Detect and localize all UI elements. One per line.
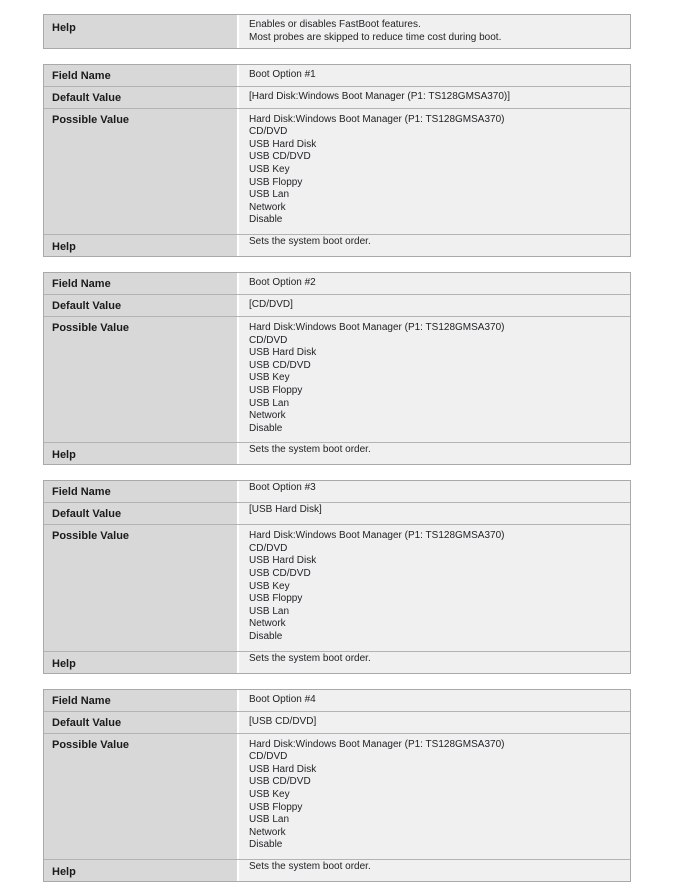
- help-text: Sets the system boot order.: [239, 860, 630, 881]
- help-row: [44, 859, 630, 881]
- default-value-row: [44, 86, 630, 108]
- possible-value-item: USB Hard Disk: [249, 555, 317, 567]
- default-value-value: [USB Hard Disk]: [239, 503, 630, 524]
- field-name-row: [44, 65, 630, 86]
- boot-option-table: [43, 480, 631, 673]
- default-value-label: Default Value: [44, 503, 239, 524]
- possible-value-item: Network: [249, 410, 286, 422]
- possible-value-row: [44, 733, 630, 859]
- possible-value-row: [44, 108, 630, 234]
- possible-value-item: USB Lan: [249, 605, 290, 617]
- help-label: Help: [44, 443, 239, 464]
- fastboot-help-line: Enables or disables FastBoot features.: [249, 19, 421, 30]
- possible-value-label: Possible Value: [44, 525, 239, 650]
- fastboot-help-text: [239, 15, 630, 48]
- possible-values-list: [239, 525, 630, 650]
- possible-value-item: USB Hard Disk: [249, 347, 317, 359]
- field-name-label: Field Name: [44, 481, 239, 502]
- possible-value-item: USB Key: [249, 372, 290, 384]
- help-label: Help: [44, 15, 239, 48]
- possible-value-item: Hard Disk:Windows Boot Manager (P1: TS128GMSA370): [249, 321, 505, 333]
- field-name-label: Field Name: [44, 273, 239, 294]
- possible-value-item: USB Hard Disk: [249, 138, 317, 150]
- default-value-row: [44, 294, 630, 316]
- default-value-value: [USB CD/DVD]: [239, 712, 630, 733]
- possible-value-label: Possible Value: [44, 734, 239, 859]
- help-text: Sets the system boot order.: [239, 443, 630, 464]
- possible-value-item: Disable: [249, 214, 283, 226]
- default-value-row: [44, 502, 630, 524]
- possible-value-item: Network: [249, 618, 286, 630]
- boot-option-table: [43, 272, 631, 465]
- help-row: [44, 442, 630, 464]
- possible-value-item: Disable: [249, 631, 283, 643]
- possible-values-list: [239, 317, 630, 442]
- boot-option-table: [43, 689, 631, 882]
- help-text: Sets the system boot order.: [239, 652, 630, 673]
- possible-values-list: [239, 734, 630, 859]
- possible-value-item: CD/DVD: [249, 334, 288, 346]
- possible-value-item: USB Key: [249, 163, 290, 175]
- possible-value-item: USB Key: [249, 789, 290, 800]
- help-row: [44, 651, 630, 673]
- default-value-row: [44, 711, 630, 733]
- possible-value-item: USB Lan: [249, 189, 290, 201]
- default-value-label: Default Value: [44, 295, 239, 316]
- possible-value-item: Hard Disk:Windows Boot Manager (P1: TS128GMSA370): [249, 530, 505, 542]
- default-value-value: [CD/DVD]: [239, 295, 630, 316]
- field-name-value: Boot Option #3: [239, 481, 630, 502]
- default-value-value: [Hard Disk:Windows Boot Manager (P1: TS128GMSA370)]: [239, 87, 630, 108]
- possible-value-item: Disable: [249, 839, 283, 851]
- field-name-row: [44, 273, 630, 294]
- fastboot-help-line: Most probes are skipped to reduce time cost during boot.: [249, 31, 502, 43]
- possible-value-item: USB Lan: [249, 397, 290, 409]
- help-row: [44, 234, 630, 256]
- field-name-row: [44, 690, 630, 711]
- possible-value-item: Network: [249, 201, 286, 213]
- field-name-label: Field Name: [44, 690, 239, 711]
- fastboot-help-table: [43, 14, 631, 49]
- possible-value-item: CD/DVD: [249, 126, 288, 138]
- field-name-label: Field Name: [44, 65, 239, 86]
- possible-value-item: USB Floppy: [249, 176, 303, 188]
- boot-option-tables: [43, 64, 679, 882]
- possible-value-row: [44, 524, 630, 650]
- possible-value-item: Hard Disk:Windows Boot Manager (P1: TS128GMSA370): [249, 738, 505, 750]
- possible-value-item: USB Lan: [249, 814, 290, 826]
- field-name-value: Boot Option #4: [239, 690, 630, 711]
- possible-value-item: USB CD/DVD: [249, 568, 311, 580]
- possible-value-item: USB Key: [249, 580, 290, 592]
- possible-value-item: Disable: [249, 422, 283, 434]
- boot-option-table: [43, 64, 631, 257]
- possible-value-label: Possible Value: [44, 109, 239, 234]
- possible-values-list: [239, 109, 630, 234]
- default-value-label: Default Value: [44, 87, 239, 108]
- possible-value-item: USB CD/DVD: [249, 776, 311, 788]
- default-value-label: Default Value: [44, 712, 239, 733]
- possible-value-item: CD/DVD: [249, 542, 288, 554]
- help-label: Help: [44, 235, 239, 256]
- possible-value-item: CD/DVD: [249, 751, 288, 763]
- possible-value-item: USB Floppy: [249, 384, 303, 396]
- possible-value-row: [44, 316, 630, 442]
- help-label: Help: [44, 860, 239, 881]
- field-name-value: Boot Option #1: [239, 65, 630, 86]
- possible-value-item: Hard Disk:Windows Boot Manager (P1: TS128GMSA370): [249, 113, 505, 125]
- possible-value-item: USB CD/DVD: [249, 151, 311, 163]
- possible-value-item: USB Floppy: [249, 593, 303, 605]
- possible-value-item: USB CD/DVD: [249, 359, 311, 371]
- field-name-value: Boot Option #2: [239, 273, 630, 294]
- possible-value-item: USB Hard Disk: [249, 763, 317, 775]
- possible-value-item: USB Floppy: [249, 801, 303, 813]
- possible-value-item: Network: [249, 826, 286, 838]
- help-text: Sets the system boot order.: [239, 235, 630, 256]
- help-label: Help: [44, 652, 239, 673]
- possible-value-label: Possible Value: [44, 317, 239, 442]
- field-name-row: [44, 481, 630, 502]
